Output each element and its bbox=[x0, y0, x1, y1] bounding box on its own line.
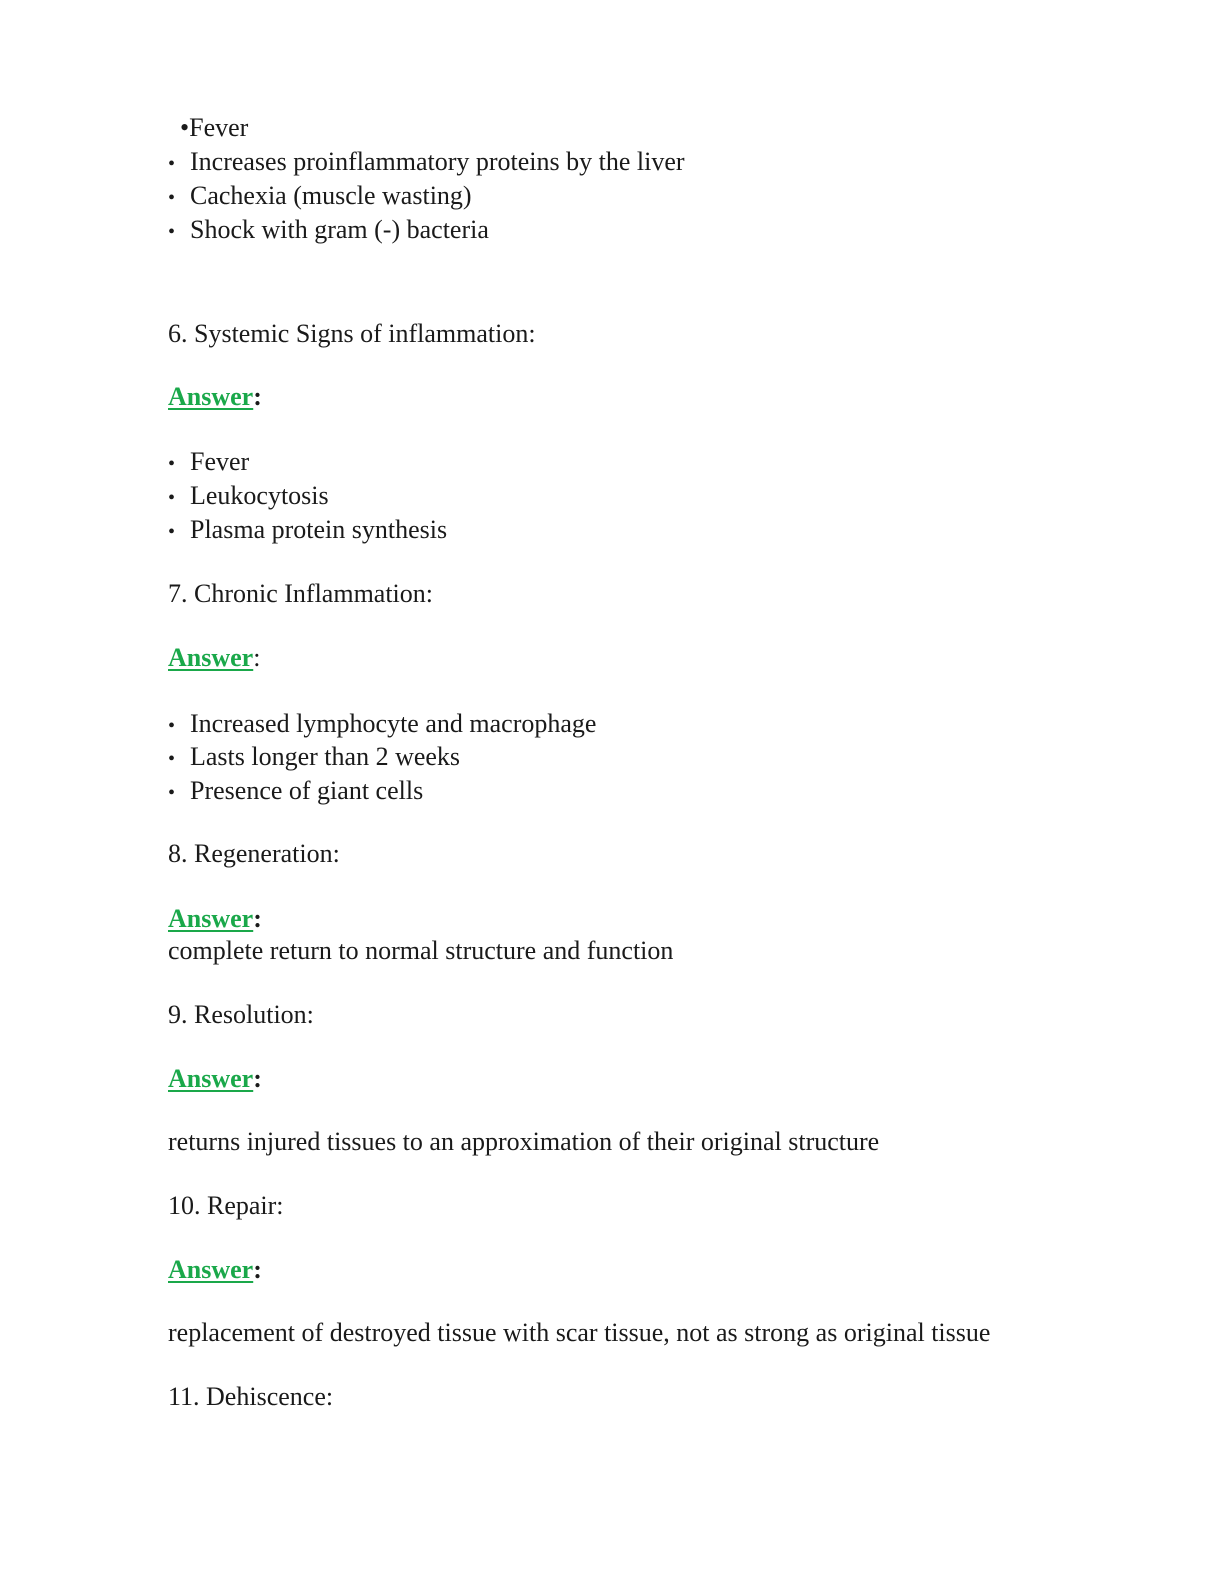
list-item-text: Cachexia (muscle wasting) bbox=[190, 181, 472, 210]
answer-heading bbox=[168, 642, 260, 674]
bullet-icon: • bbox=[168, 453, 176, 475]
list-item bbox=[168, 514, 447, 548]
answer-label: Answer bbox=[168, 904, 254, 933]
list-item bbox=[168, 146, 685, 180]
answer-text: replacement of destroyed tissue with scar tissue, not as strong as original tissue bbox=[168, 1318, 991, 1347]
answer-colon: : bbox=[253, 643, 261, 672]
answer-label: Answer bbox=[168, 643, 254, 672]
question-heading: 11. Dehiscence: bbox=[168, 1382, 334, 1411]
list-item-text: Increased lymphocyte and macrophage bbox=[190, 709, 597, 738]
list-item-text: Increases proinflammatory proteins by the liver bbox=[190, 147, 685, 176]
list-item-text: Lasts longer than 2 weeks bbox=[190, 742, 461, 771]
question-heading: 10. Repair: bbox=[168, 1191, 284, 1220]
answer-heading bbox=[168, 1063, 262, 1095]
list-item bbox=[168, 775, 423, 809]
list-item bbox=[180, 112, 248, 144]
bullet-icon: • bbox=[168, 487, 176, 509]
list-item-text: Leukocytosis bbox=[190, 481, 329, 510]
answer-text: complete return to normal structure and function bbox=[168, 936, 674, 965]
answer-heading bbox=[168, 1254, 262, 1286]
answer-heading bbox=[168, 903, 262, 935]
answer-colon: : bbox=[253, 382, 262, 411]
bullet-icon: • bbox=[168, 715, 176, 737]
answer-text: returns injured tissues to an approximation of their original structure bbox=[168, 1127, 880, 1156]
list-item bbox=[168, 741, 460, 775]
bullet-icon: • bbox=[168, 521, 176, 543]
answer-heading bbox=[168, 381, 262, 413]
bullet-icon: • bbox=[168, 153, 176, 175]
bullet-icon: • bbox=[168, 782, 176, 804]
answer-label: Answer bbox=[168, 382, 254, 411]
answer-label: Answer bbox=[168, 1255, 254, 1284]
list-item-text: Presence of giant cells bbox=[190, 776, 424, 805]
list-item bbox=[168, 446, 249, 480]
list-item bbox=[168, 480, 329, 514]
bullet-icon: • bbox=[168, 221, 176, 243]
answer-colon: : bbox=[253, 1255, 262, 1284]
question-heading: 9. Resolution: bbox=[168, 1000, 314, 1029]
list-item-text: Plasma protein synthesis bbox=[190, 515, 448, 544]
list-item-text: Shock with gram (-) bacteria bbox=[190, 215, 489, 244]
question-heading: 8. Regeneration: bbox=[168, 839, 340, 868]
bullet-icon: • bbox=[168, 187, 176, 209]
question-heading: 6. Systemic Signs of inflammation: bbox=[168, 319, 536, 348]
list-item bbox=[168, 708, 596, 742]
list-item bbox=[168, 214, 489, 248]
answer-colon: : bbox=[253, 904, 262, 933]
list-item-text: Fever bbox=[190, 447, 250, 476]
answer-colon: : bbox=[253, 1064, 262, 1093]
question-heading: 7. Chronic Inflammation: bbox=[168, 579, 434, 608]
list-item-text: •Fever bbox=[180, 113, 249, 142]
bullet-icon: • bbox=[168, 748, 176, 770]
list-item bbox=[168, 180, 472, 214]
answer-label: Answer bbox=[168, 1064, 254, 1093]
